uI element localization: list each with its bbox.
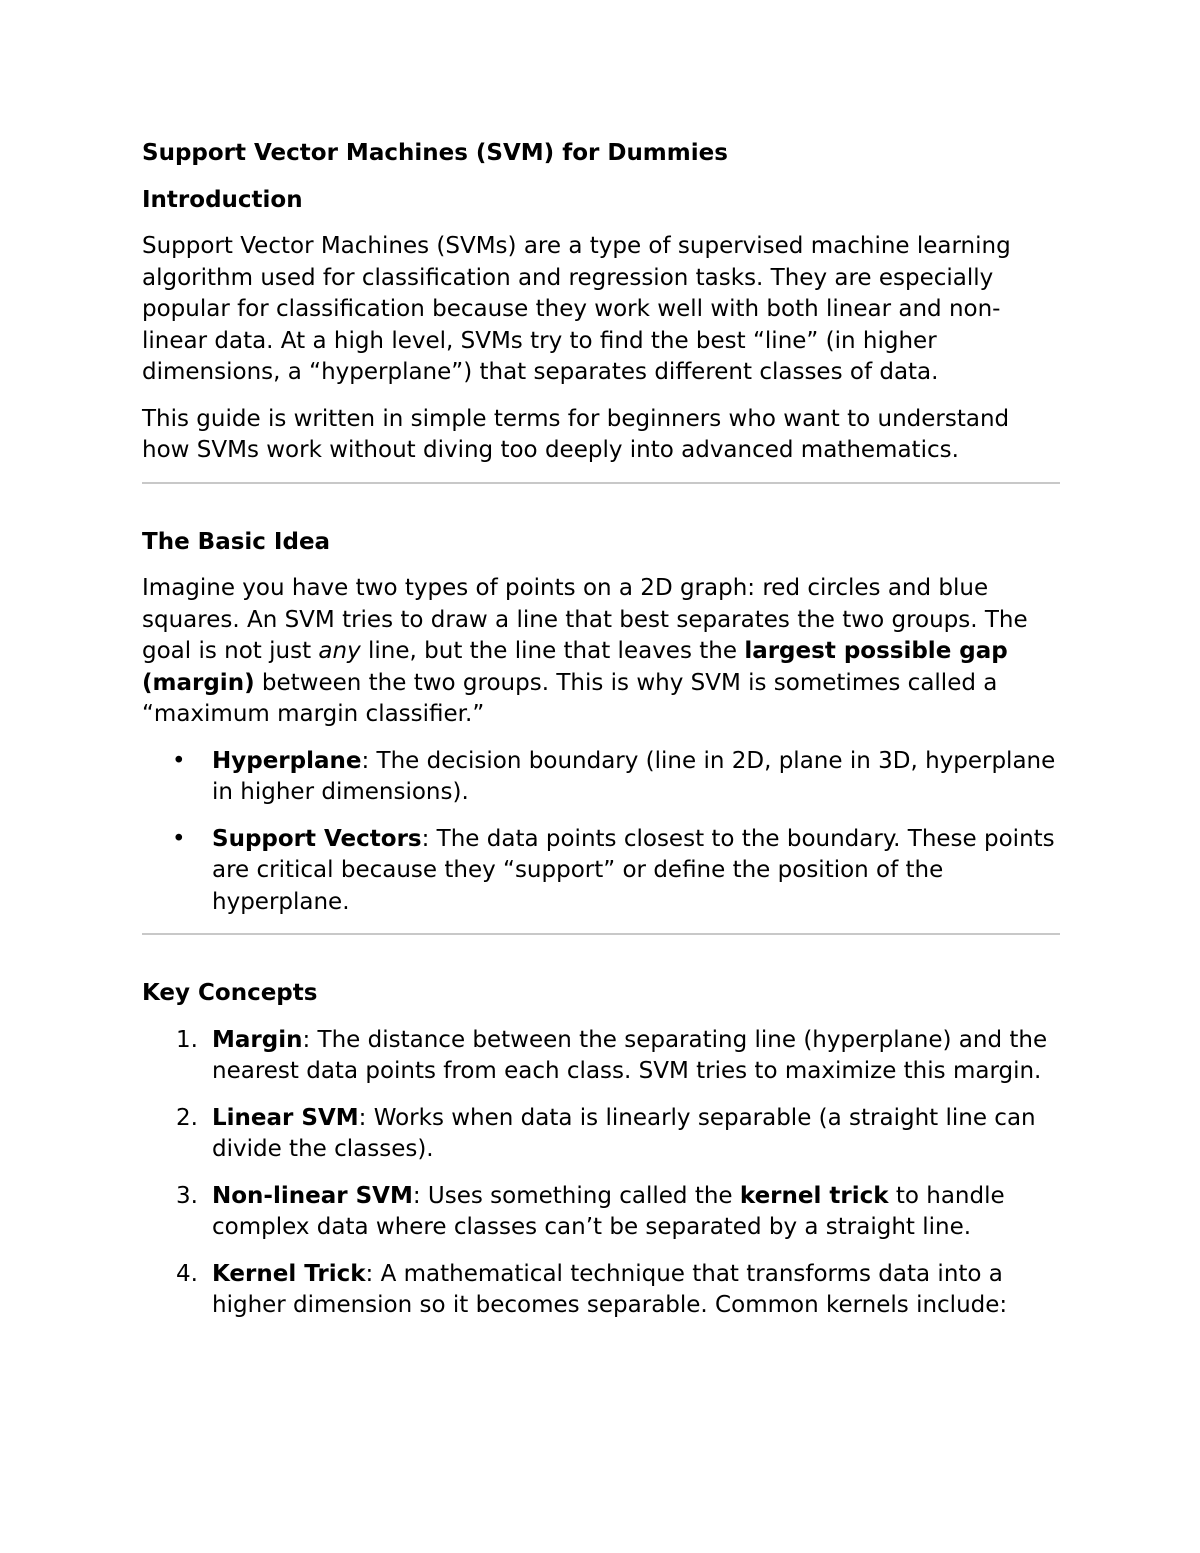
introduction-paragraph-1: Support Vector Machines (SVMs) are a type of supervised machine learning algorithm used for classification and regression tasks. They are especially popular for classification because they work well with both linear and non-linear data. At a high level, SVMs try to find the best “line” (in higher dimensions, a “hyperplane”) that separates different classes of data. [142,233,1011,385]
introduction-paragraph-2: This guide is written in simple terms for beginners who want to understand how SVMs work without diving too deeply into advanced mathematics. [142,405,1010,463]
section-divider-2 [142,933,1060,935]
concept-term: Linear SVM [212,1104,359,1131]
bullet-marker: • [172,747,186,774]
key-concept-kernel-trick [142,1259,1060,1322]
bullet-term: Support Vectors [212,825,422,852]
concept-text: : The distance between the separating line (hyperplane) and the nearest data points from each class. SVM tries to maximize this margin. [212,1026,1048,1084]
bullet-item-hyperplane [142,746,1060,809]
basic-idea-emphasis: any [318,638,361,664]
key-concept-nonlinear-svm [142,1181,1060,1244]
document-title: Support Vector Machines (SVM) for Dummies [142,140,728,166]
key-concept-margin [142,1025,1060,1088]
concept-text: : A mathematical technique that transforms data into a higher dimension so it becomes separable. Common kernels include: [212,1260,1008,1318]
bullet-text: : The data points closest to the boundary. These points are critical because they “support” or define the position of the hyperplane. [212,825,1055,915]
bullet-text: : The decision boundary (line in 2D, plane in 3D, hyperplane in higher dimensions). [212,747,1056,805]
concept-term: Margin [212,1026,303,1053]
list-number: 2. [176,1104,198,1131]
bullet-item-support-vectors [142,824,1060,919]
section-divider-1 [142,482,1060,484]
basic-idea-bold: largest possible gap (margin) [142,638,1008,696]
concept-term: Non-linear SVM [212,1182,413,1209]
concept-text-1: : Uses something called the [412,1182,740,1209]
basic-idea-text-2: line, but the line that leaves the [360,638,745,664]
basic-idea-bullet-list [142,746,1060,919]
basic-idea-heading: The Basic Idea [142,528,331,555]
key-concepts-list [142,1025,1060,1322]
concept-bold: kernel trick [739,1182,889,1209]
key-concept-linear-svm [142,1103,1060,1166]
list-number: 3. [176,1182,198,1209]
concept-text: : Works when data is linearly separable (a straight line can divide the classes). [212,1104,1036,1162]
concept-text-2: to handle complex data where classes can’t be separated by a straight line. [212,1182,1005,1240]
bullet-marker: • [172,825,186,852]
introduction-heading: Introduction [142,186,303,213]
key-concepts-heading: Key Concepts [142,980,318,1006]
concept-term: Kernel Trick [212,1260,366,1287]
basic-idea-paragraph [142,573,1060,731]
bullet-term: Hyperplane [212,747,362,774]
document-page [142,138,1060,1337]
list-number: 4. [176,1260,198,1287]
list-number: 1. [176,1026,198,1053]
basic-idea-text-3: between the two groups. This is why SVM is sometimes called a “maximum margin classifier.” [142,669,998,727]
basic-idea-text-1: Imagine you have two types of points on a 2D graph: red circles and blue squares. An SVM tries to draw a line that best separates the two groups. The goal is not just [142,575,1028,664]
